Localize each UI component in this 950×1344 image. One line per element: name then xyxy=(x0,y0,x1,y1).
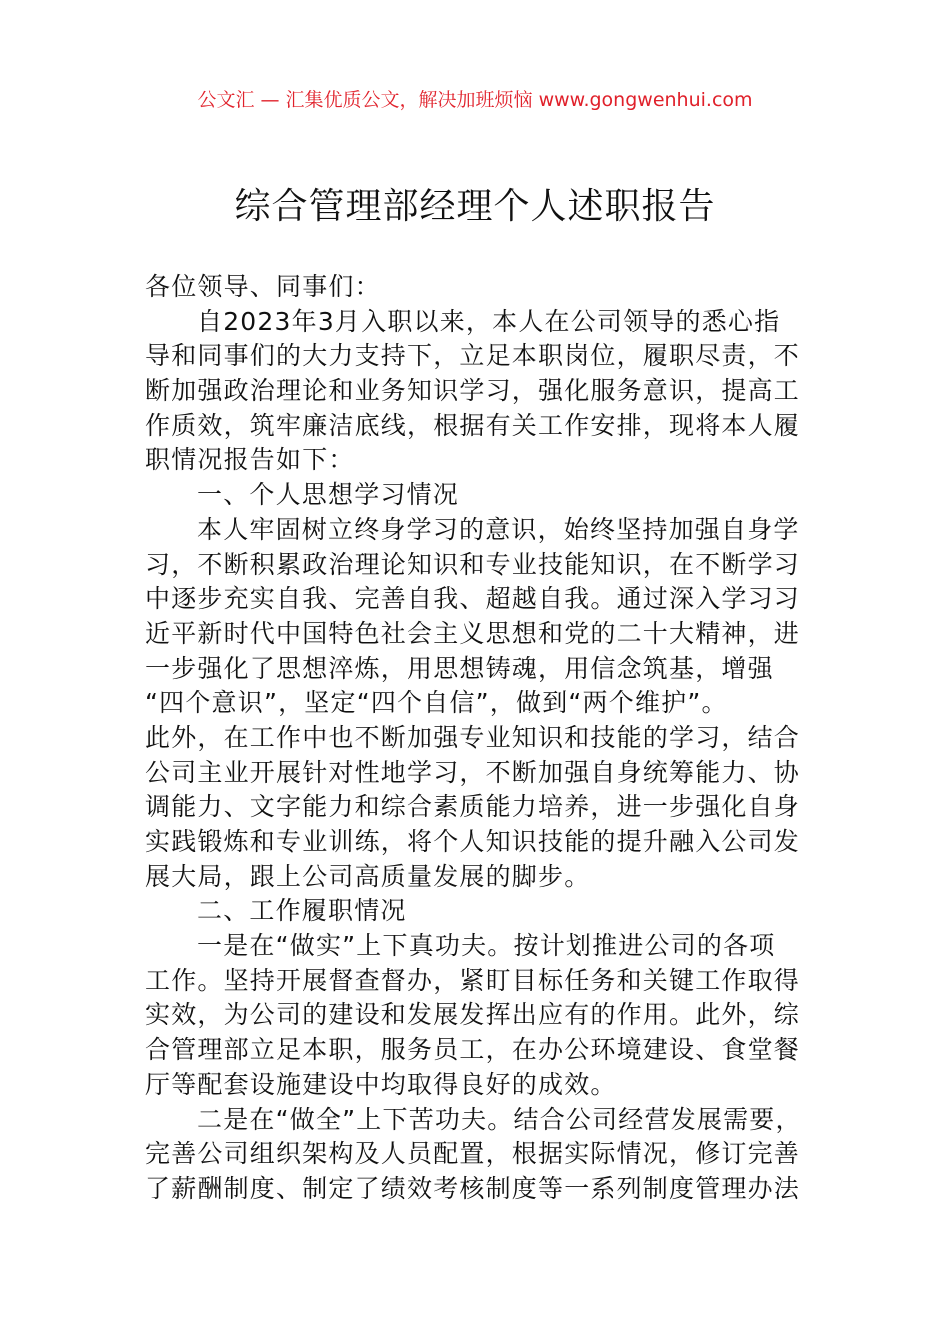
paragraph-line: 自2023年3月入职以来，本人在公司领导的悉心指 xyxy=(197,306,781,336)
paragraph-line: 作质效，筑牢廉洁底线，根据有关工作安排，现将本人履 xyxy=(145,410,801,440)
paragraph-line: 一步强化了思想淬炼，用思想铸魂，用信念筑基，增强 xyxy=(145,653,774,683)
paragraph-line: 调能力、文字能力和综合素质能力培养，进一步强化自身 xyxy=(145,792,801,822)
paragraph-line: 职情况报告如下： xyxy=(145,445,355,475)
paragraph-line: 断加强政治理论和业务知识学习，强化服务意识，提高工 xyxy=(145,376,801,406)
paragraph-line: 实践锻炼和专业训练，将个人知识技能的提升融入公司发 xyxy=(145,827,801,856)
section-heading: 二、工作履职情况 xyxy=(197,896,407,926)
paragraph-line: 实效，为公司的建设和发展发挥出应有的作用。此外，综 xyxy=(145,1000,801,1030)
paragraph-line: 公司主业开展针对性地学习，不断加强自身统筹能力、协 xyxy=(145,757,801,787)
watermark-header: 公文汇 — 汇集优质公文，解决加班烦恼 www.gongwenhui.com xyxy=(197,89,753,111)
paragraph-line: 此外，在工作中也不断加强专业知识和技能的学习，结合 xyxy=(145,722,801,752)
paragraph-line: “四个意识”，坚定“四个自信”，做到“两个维护”。 xyxy=(145,688,728,718)
paragraph-line: 导和同事们的大力支持下，立足本职岗位，履职尽责，不 xyxy=(145,341,801,371)
section-heading: 一、个人思想学习情况 xyxy=(197,480,460,510)
paragraph-line: 中逐步充实自我、完善自我、超越自我。通过深入学习习 xyxy=(145,584,801,614)
paragraph-line: 一是在“做实”上下真功夫。按计划推进公司的各项 xyxy=(197,931,776,961)
paragraph-line: 厅等配套设施建设中均取得良好的成效。 xyxy=(145,1069,617,1099)
document-title: 综合管理部经理个人述职报告 xyxy=(234,186,716,227)
paragraph-line: 习，不断积累政治理论知识和专业技能知识，在不断学习 xyxy=(145,549,801,579)
paragraph-line: 合管理部立足本职，服务员工，在办公环境建设、食堂餐 xyxy=(145,1035,801,1065)
paragraph-line: 二是在“做全”上下苦功夫。结合公司经营发展需要， xyxy=(197,1104,802,1134)
paragraph-line: 了薪酬制度、制定了绩效考核制度等一系列制度管理办法 xyxy=(145,1173,801,1203)
paragraph-line: 本人牢固树立终身学习的意识，始终坚持加强自身学 xyxy=(197,514,800,544)
paragraph-line: 工作。坚持开展督查督办，紧盯目标任务和关键工作取得 xyxy=(145,965,801,995)
document-body xyxy=(145,270,835,1207)
salutation: 各位领导、同事们： xyxy=(145,272,381,301)
paragraph-line: 完善公司组织架构及人员配置，根据实际情况，修订完善 xyxy=(145,1139,801,1169)
paragraph-line: 展大局，跟上公司高质量发展的脚步。 xyxy=(145,861,591,891)
paragraph-line: 近平新时代中国特色社会主义思想和党的二十大精神，进 xyxy=(145,618,801,648)
